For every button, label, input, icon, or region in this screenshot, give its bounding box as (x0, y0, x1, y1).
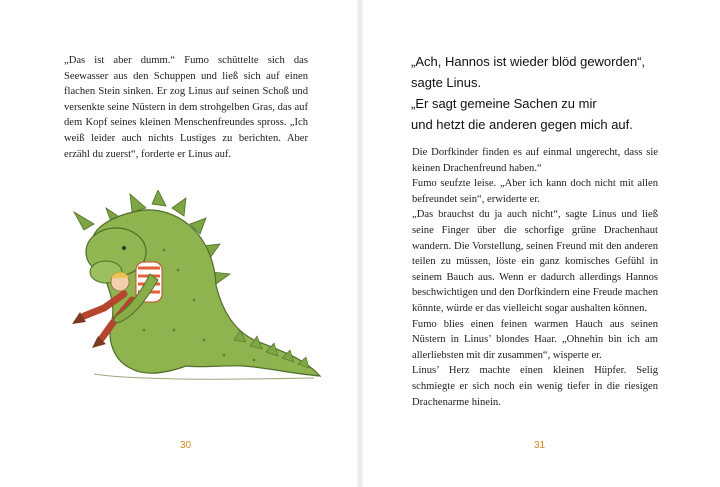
page-number-right: 31 (534, 440, 546, 451)
large-line: „Er sagt gemeine Sachen zu mir (411, 96, 597, 111)
paragraph: „Das brauchst du ja auch nicht“, sagte Linus und ließ seine Finger über die schorfige grüne Drachenhaut wandern. Die Vorstellung, seinen Freund mit den anderen teilen zu müssen, löste ein ganz komisches Gefühl in seinem Bauch aus. Wenn er dadurch allerdings Hannos beschwichtigen und den Dorfkindern eine Freude machen könnte, würde er das vielleicht sogar aushalten können. (412, 209, 658, 314)
left-paragraph-text: „Das ist aber dumm.“ Fumo schüttelte sich das Seewasser aus den Schuppen und ließ sich auf einen flachen Stein sinken. Er zog Linus auf seinen Schoß und versenkte seine Nüstern in dem strohgelben Gras, das auf dem Kopf seines kleinen Menschenfreundes spross. „Ich weiß leider auch nichts Lustiges zu berichten. Aber erzähl du zuerst“, forderte er Linus auf. (64, 55, 308, 160)
large-print-dialogue (411, 51, 671, 135)
left-paragraph (64, 53, 308, 162)
ground-shadow (94, 374, 314, 379)
page-number-left: 30 (180, 440, 192, 451)
large-line: sagte Linus. (411, 75, 482, 90)
dragon-hugging-boy-illustration (54, 190, 324, 390)
right-body-text (412, 145, 658, 410)
large-line: und hetzt die anderen gegen mich auf. (411, 117, 633, 132)
paragraph: Die Dorfkinder finden es auf einmal ungerecht, dass sie keinen Drachenfreund haben.“ (412, 147, 658, 174)
large-line: „Ach, Hannos ist wieder blöd geworden“, (411, 54, 646, 69)
left-page (0, 0, 356, 487)
paragraph: Linus’ Herz machte einen kleinen Hüpfer. Selig schmiegte er sich noch ein wenig tiefer in die riesigen Drachenarme hinein. (412, 365, 658, 408)
dragon-eye (122, 246, 126, 250)
book-gutter (356, 0, 364, 487)
paragraph: Fumo seufzte leise. „Aber ich kann doch nicht mit allen befreundet sein“, erwiderte er. (412, 178, 658, 205)
paragraph: Fumo blies einen feinen warmen Hauch aus seinen Nüstern in Linus’ blondes Haar. „Ohnehin bin ich am allerliebsten mit dir zusammen“, wisperte er. (412, 318, 658, 361)
right-page (364, 0, 720, 487)
